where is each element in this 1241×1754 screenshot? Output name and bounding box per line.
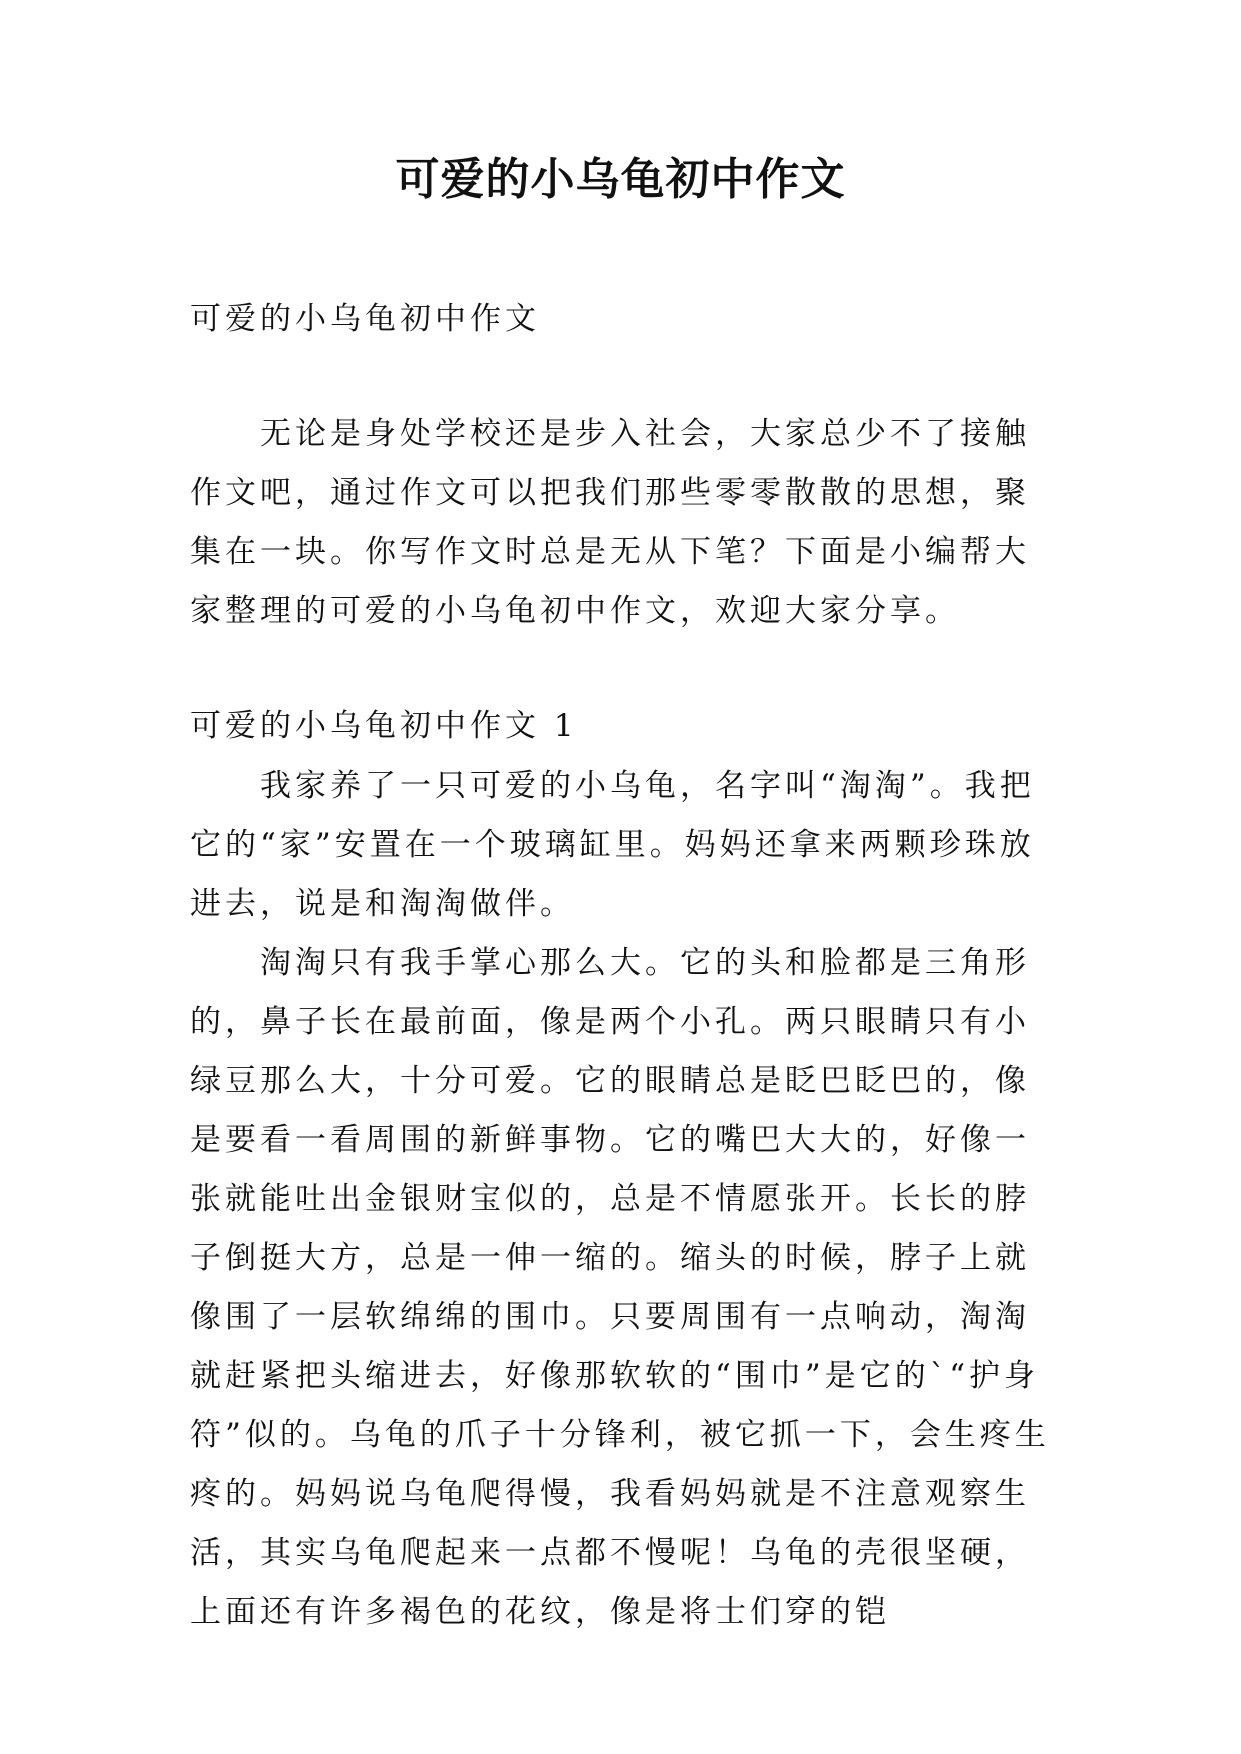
intro-paragraph: 无论是身处学校还是步入社会，大家总少不了接触作文吧，通过作文可以把我们那些零零散散的思想，聚集在一块。你写作文时总是无从下笔？下面是小编帮大家整理的可爱的小乌龟初中作文，欢迎大家分享。 [190,416,1030,629]
body-paragraph: 我家养了一只可爱的小乌龟，名字叫“淘淘”。我把它的“家”安置在一个玻璃缸里。妈妈还拿来两颗珍珠放进去，说是和淘淘做伴。 [190,768,1035,922]
essay-body [190,757,1060,1642]
section-heading: 可爱的小乌龟初中作文 1 [190,708,578,744]
document-title: 可爱的小乌龟初中作文 [395,154,846,205]
essay-subtitle: 可爱的小乌龟初中作文 [190,301,540,337]
body-paragraph: 淘淘只有我手掌心那么大。它的头和脸都是三角形的，鼻子长在最前面，像是两个小孔。两只眼睛只有小绿豆那么大，十分可爱。它的眼睛总是眨巴眨巴的，像是要看一看周围的新鲜事物。它的嘴巴大大的，好像一张就能吐出金银财宝似的，总是不情愿张开。长长的脖子倒挺大方，总是一伸一缩的。缩头的时候，脖子上就像围了一层软绵绵的围巾。只要周围有一点响动，淘淘就赶紧把头缩进去，好像那软软的“围巾”是它的`“护身符”似的。乌龟的爪子十分锋利，被它抓一下，会生疼生疼的。妈妈说乌龟爬得慢，我看妈妈就是不注意观察生活，其实乌龟爬起来一点都不慢呢！乌龟的壳很坚硬，上面还有许多褐色的花纹，像是将士们穿的铠 [190,945,1050,1630]
